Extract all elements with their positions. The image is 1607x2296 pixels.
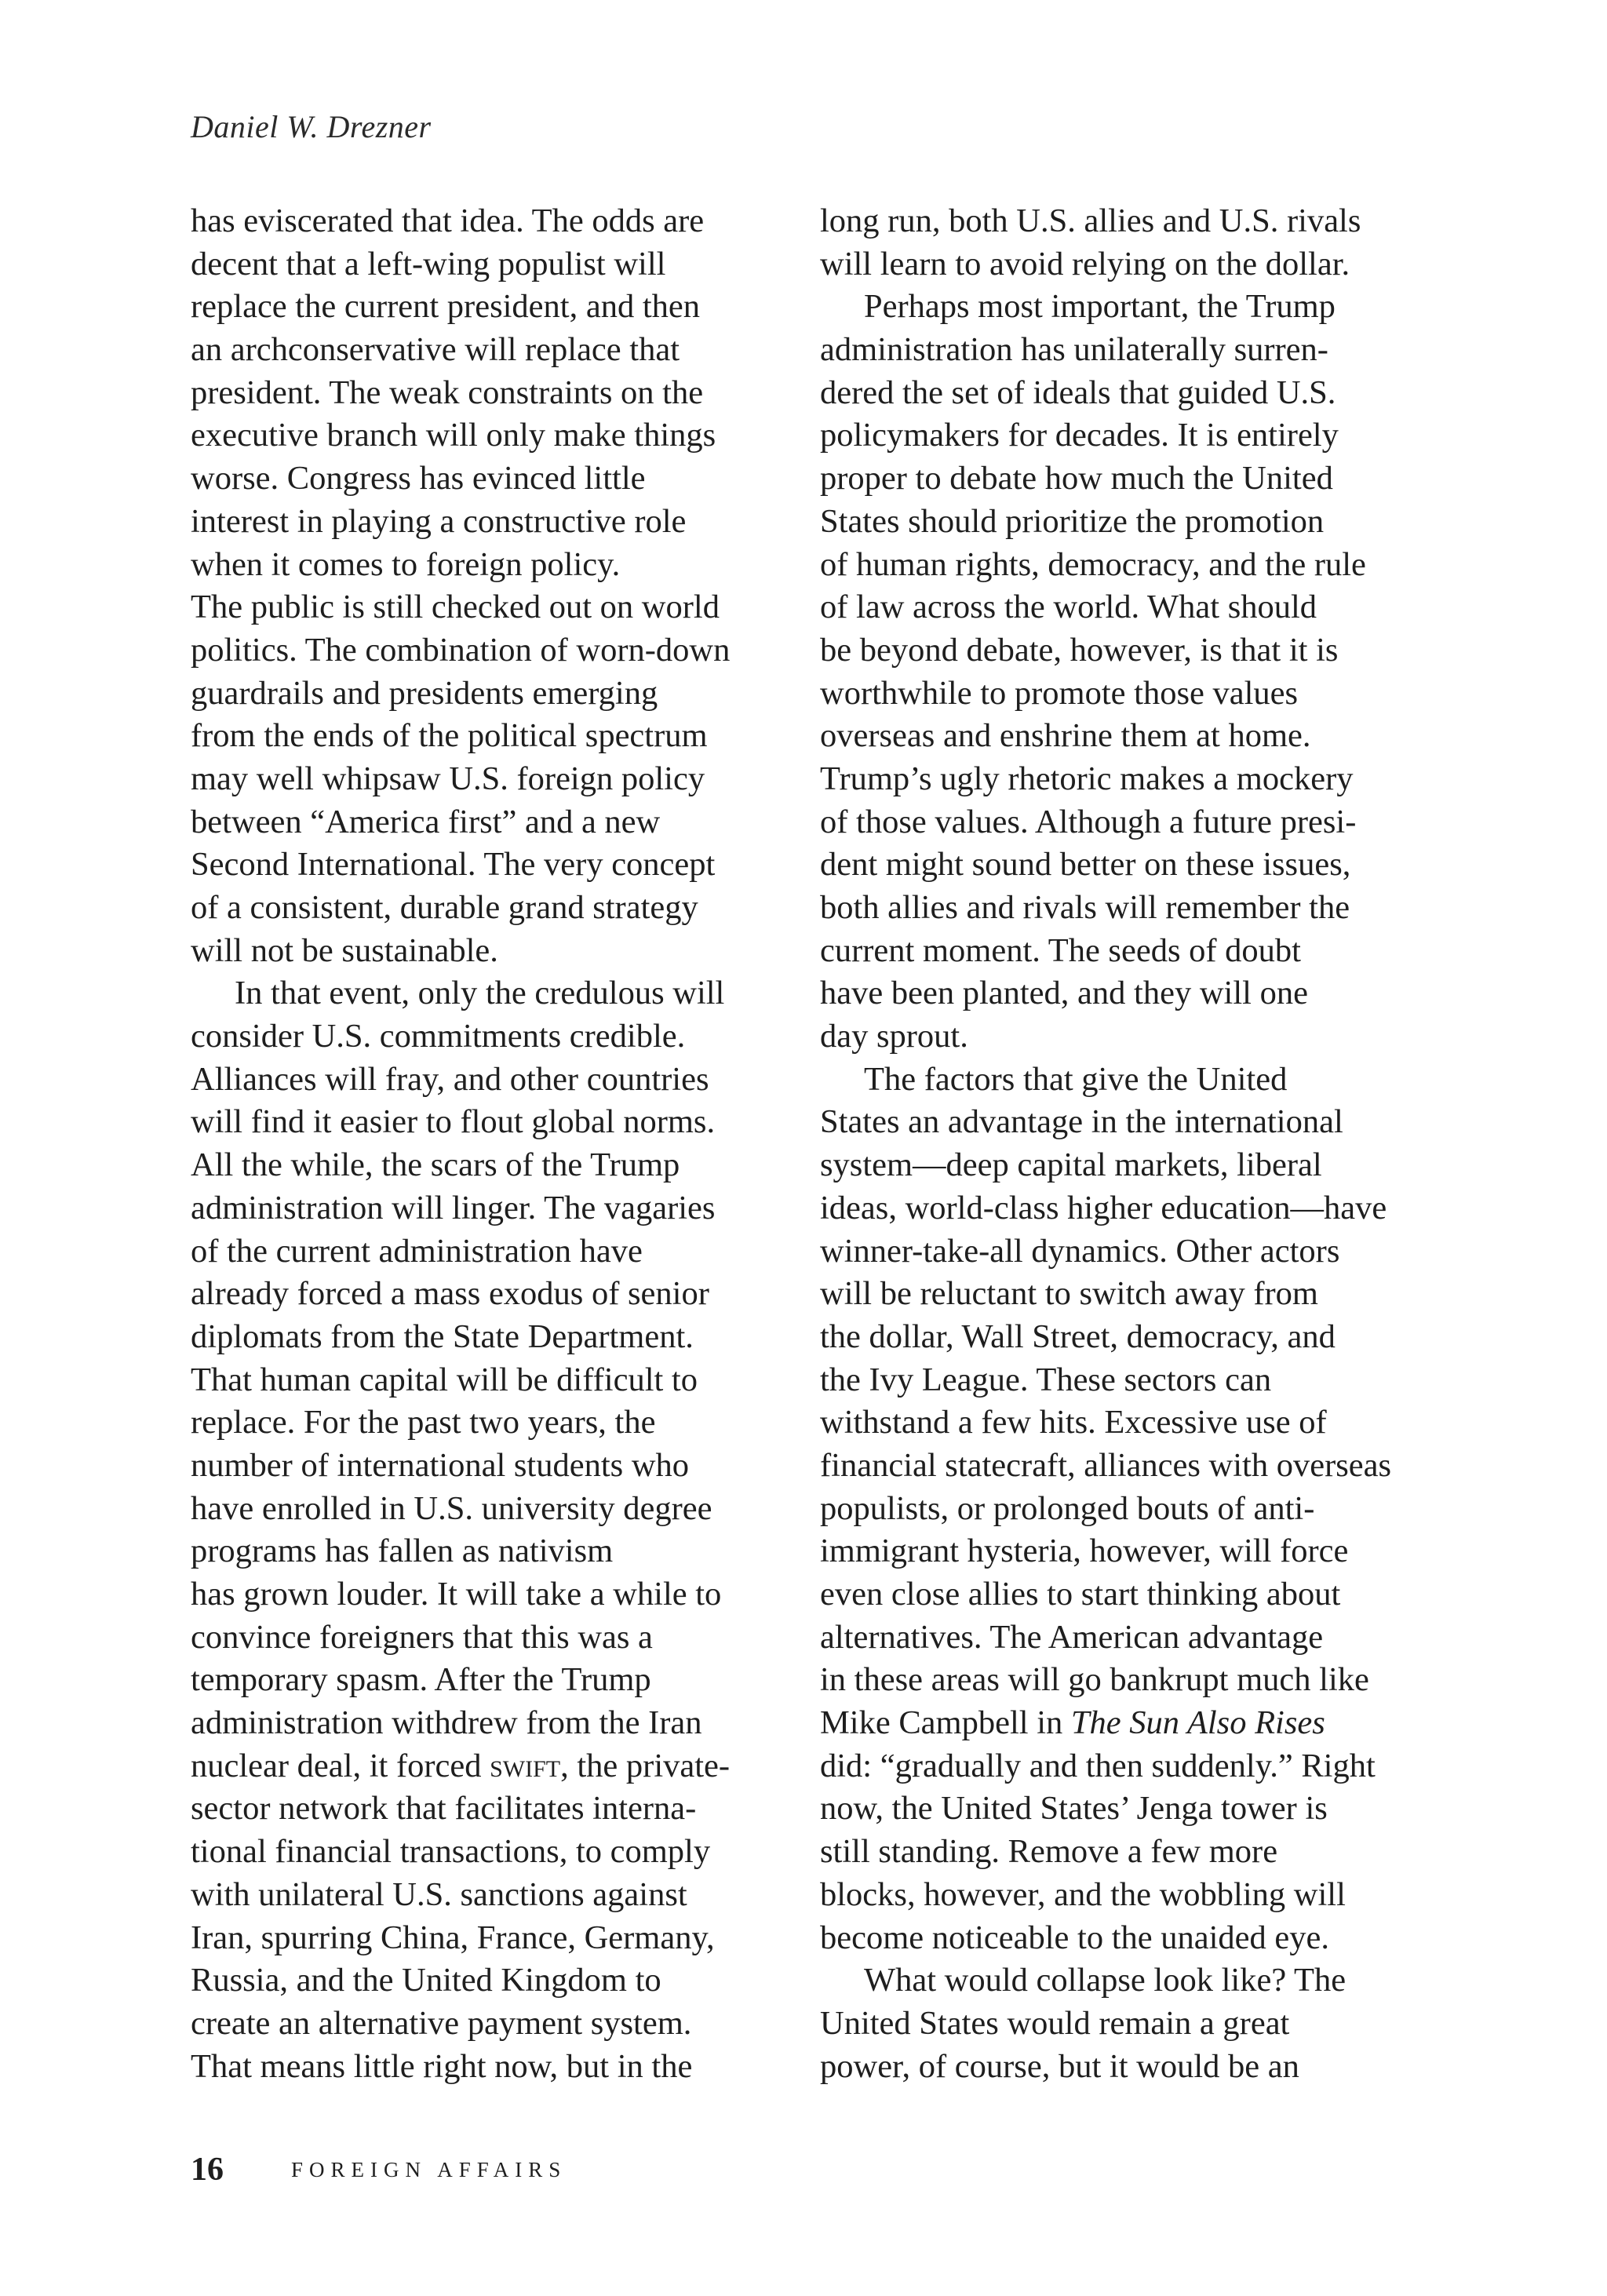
text-line: of law across the world. What should xyxy=(820,589,1317,626)
text-line: populists, or prolonged bouts of anti- xyxy=(820,1489,1315,1527)
text-line: The public is still checked out on world xyxy=(191,589,720,626)
text-line: All the while, the scars of the Trump xyxy=(191,1146,680,1184)
text-line: United States would remain a great xyxy=(820,2004,1290,2042)
text-column-right xyxy=(820,200,1448,2088)
text-line: Mike Campbell in The Sun Also Rises xyxy=(820,1704,1325,1742)
text-line: sector network that facilitates interna- xyxy=(191,1790,697,1828)
text-line: of a consistent, durable grand strategy xyxy=(191,889,698,926)
text-line: replace. For the past two years, the xyxy=(191,1404,656,1441)
text-line: be beyond debate, however, is that it is xyxy=(820,631,1339,669)
text-line: Alliances will fray, and other countries xyxy=(191,1060,709,1098)
text-line: Iran, spurring China, France, Germany, xyxy=(191,1919,715,1956)
text-line: both allies and rivals will remember the xyxy=(820,889,1350,926)
text-line: of the current administration have xyxy=(191,1232,643,1270)
text-line: worthwhile to promote those values xyxy=(820,674,1299,712)
text-line: That means little right now, but in the xyxy=(191,2047,693,2085)
text-line: will learn to avoid relying on the dollar. xyxy=(820,245,1350,282)
text-line: with unilateral U.S. sanctions against xyxy=(191,1875,687,1913)
text-line: of those values. Although a future presi- xyxy=(820,803,1357,840)
text-line: temporary spasm. After the Trump xyxy=(191,1661,651,1699)
text-line: financial statecraft, alliances with overseas xyxy=(820,1446,1392,1484)
text-line: Second International. The very concept xyxy=(191,846,716,884)
text-line: when it comes to foreign policy. xyxy=(191,545,621,583)
page-footer xyxy=(191,2146,567,2193)
text-line: proper to debate how much the United xyxy=(820,460,1333,497)
text-line: overseas and enshrine them at home. xyxy=(820,717,1311,755)
text-line: in these areas will go bankrupt much like xyxy=(820,1661,1369,1699)
text-line: Russia, and the United Kingdom to xyxy=(191,1962,661,1999)
text-column-left xyxy=(191,200,818,2088)
text-line: worse. Congress has evinced little xyxy=(191,460,646,497)
text-line: will be reluctant to switch away from xyxy=(820,1275,1318,1313)
text-line: In that event, only the credulous will xyxy=(235,975,725,1012)
text-line: States should prioritize the promotion xyxy=(820,502,1325,540)
text-line: winner-take-all dynamics. Other actors xyxy=(820,1232,1340,1270)
page-number: 16 xyxy=(191,2152,224,2188)
text-line: has eviscerated that idea. The odds are xyxy=(191,202,705,239)
text-line: executive branch will only make things xyxy=(191,417,716,454)
text-line: between “America first” and a new xyxy=(191,803,661,840)
text-line: have enrolled in U.S. university degree xyxy=(191,1489,712,1527)
text-line: dent might sound better on these issues, xyxy=(820,846,1351,884)
text-line: ideas, world-class higher education—have xyxy=(820,1189,1387,1226)
text-line: will not be sustainable. xyxy=(191,931,498,969)
text-line: That human capital will be difficult to xyxy=(191,1361,698,1398)
text-line: policymakers for decades. It is entirely xyxy=(820,417,1339,454)
text-line: already forced a mass exodus of senior xyxy=(191,1275,709,1313)
text-line: convince foreigners that this was a xyxy=(191,1618,653,1656)
text-line: did: “gradually and then suddenly.” Right xyxy=(820,1747,1376,1784)
text-line: an archconservative will replace that xyxy=(191,331,680,369)
text-line: Trump’s ugly rhetoric makes a mockery xyxy=(820,760,1354,797)
text-line: blocks, however, and the wobbling will xyxy=(820,1875,1346,1913)
text-line: administration will linger. The vagaries xyxy=(191,1189,716,1226)
text-line: have been planted, and they will one xyxy=(820,975,1308,1012)
text-line: power, of course, but it would be an xyxy=(820,2047,1299,2085)
text-line: replace the current president, and then xyxy=(191,288,700,326)
text-line: current moment. The seeds of doubt xyxy=(820,931,1301,969)
text-line: nuclear deal, it forced swift, the private- xyxy=(191,1747,731,1784)
text-line: administration withdrew from the Iran xyxy=(191,1704,702,1742)
text-line: become noticeable to the unaided eye. xyxy=(820,1919,1330,1956)
text-line: the Ivy League. These sectors can xyxy=(820,1361,1272,1398)
text-line: may well whipsaw U.S. foreign policy xyxy=(191,760,705,797)
text-line: has grown louder. It will take a while to xyxy=(191,1576,722,1613)
text-line: diplomats from the State Department. xyxy=(191,1317,694,1355)
text-line: system—deep capital markets, liberal xyxy=(820,1146,1322,1184)
text-line: day sprout. xyxy=(820,1018,968,1055)
text-line: interest in playing a constructive role xyxy=(191,502,687,540)
text-line: immigrant hysteria, however, will force xyxy=(820,1532,1349,1570)
text-line: What would collapse look like? The xyxy=(864,1962,1346,1999)
journal-name: FOREIGN AFFAIRS xyxy=(291,2158,567,2181)
text-line: States an advantage in the international xyxy=(820,1103,1343,1141)
text-line: tional financial transactions, to comply xyxy=(191,1833,711,1871)
text-line: now, the United States’ Jenga tower is xyxy=(820,1790,1328,1828)
text-line: dered the set of ideals that guided U.S. xyxy=(820,374,1336,411)
text-line: Perhaps most important, the Trump xyxy=(864,288,1336,326)
running-head-author: Daniel W. Drezner xyxy=(191,109,432,144)
text-line: alternatives. The American advantage xyxy=(820,1618,1324,1656)
text-line: even close allies to start thinking about xyxy=(820,1576,1341,1613)
text-line: politics. The combination of worn-down xyxy=(191,631,731,669)
text-line: the dollar, Wall Street, democracy, and xyxy=(820,1317,1336,1355)
text-line: withstand a few hits. Excessive use of xyxy=(820,1404,1327,1441)
text-line: will find it easier to flout global norms. xyxy=(191,1103,716,1141)
text-line: The factors that give the United xyxy=(864,1060,1288,1098)
text-line: long run, both U.S. allies and U.S. rivals xyxy=(820,202,1361,239)
text-line: decent that a left-wing populist will xyxy=(191,245,666,282)
text-line: from the ends of the political spectrum xyxy=(191,717,708,755)
text-line: number of international students who xyxy=(191,1446,690,1484)
text-line: still standing. Remove a few more xyxy=(820,1833,1278,1871)
text-line: consider U.S. commitments credible. xyxy=(191,1018,686,1055)
text-line: create an alternative payment system. xyxy=(191,2004,692,2042)
text-line: guardrails and presidents emerging xyxy=(191,674,658,712)
text-line: of human rights, democracy, and the rule xyxy=(820,545,1366,583)
text-line: president. The weak constraints on the xyxy=(191,374,704,411)
text-line: administration has unilaterally surren- xyxy=(820,331,1328,369)
text-line: programs has fallen as nativism xyxy=(191,1532,614,1570)
